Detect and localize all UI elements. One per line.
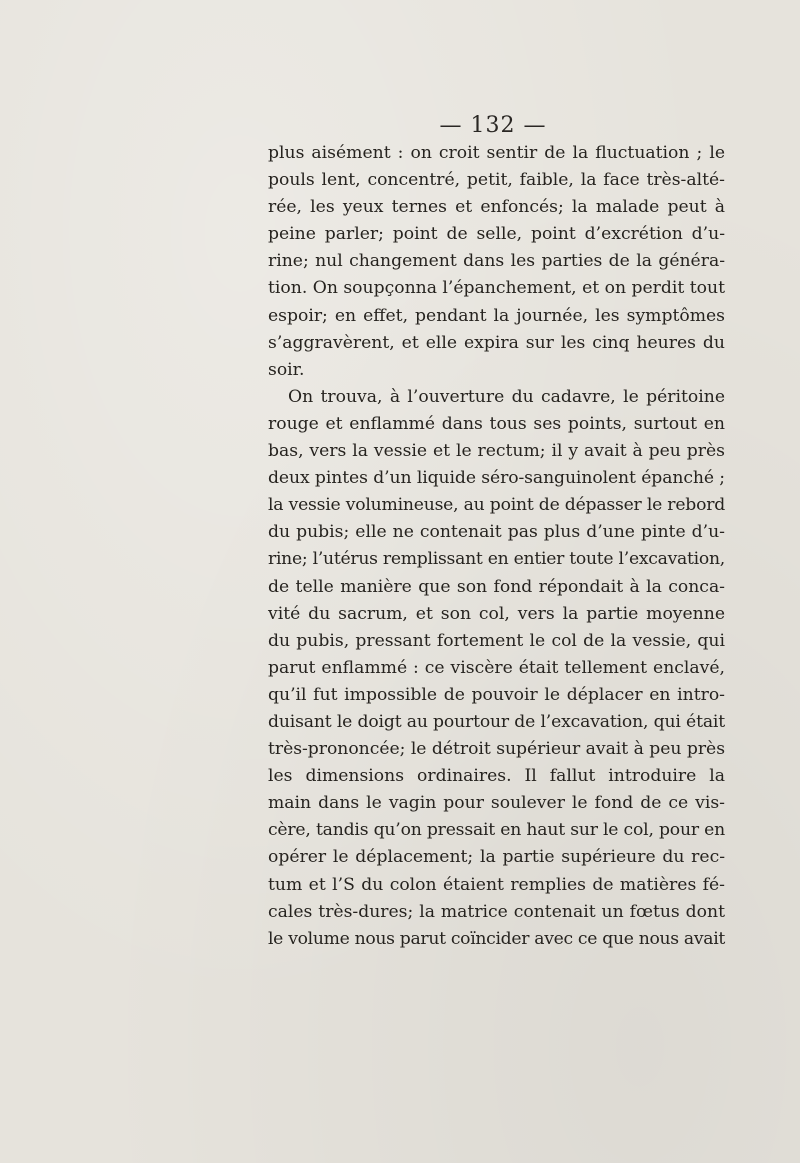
text-line: la vessie volumineuse, au point de dépasser le rebord xyxy=(268,495,725,516)
text-line: bas, vers la vessie et le rectum; il y avait à peu près xyxy=(268,441,725,462)
text-line: pouls lent, concentré, petit, faible, la face très-alté- xyxy=(268,170,725,191)
text-line: de telle manière que son fond répondait à la conca- xyxy=(268,576,725,597)
text-line: rine; l’utérus remplissant en entier toute l’excavation, xyxy=(268,549,725,570)
text-line: main dans le vagin pour soulever le fond de ce vis- xyxy=(268,793,725,814)
paragraph-1 xyxy=(268,140,725,384)
text-line: rée, les yeux ternes et enfoncés; la malade peut à xyxy=(268,197,725,218)
text-line: vité du sacrum, et son col, vers la partie moyenne xyxy=(268,603,725,624)
text-line: rouge et enflammé dans tous ses points, surtout en xyxy=(268,413,725,434)
text-line: tion. On soupçonna l’épanchement, et on perdit tout xyxy=(268,278,725,299)
text-line: les dimensions ordinaires. Il fallut introduire la xyxy=(268,766,725,787)
text-line: tum et l’S du colon étaient remplies de matières fé- xyxy=(268,874,725,895)
text-line: parut enflammé : ce viscère était tellement enclavé, xyxy=(268,657,725,678)
text-line: peine parler; point de selle, point d’excrétion d’u- xyxy=(268,224,725,245)
text-line: opérer le déplacement; la partie supérieure du rec- xyxy=(268,847,725,868)
text-line: le volume nous parut coïncider avec ce que nous avait xyxy=(268,928,725,949)
text-line: duisant le doigt au pourtour de l’excavation, qui était xyxy=(268,711,725,732)
paragraph-2 xyxy=(268,384,725,953)
page-number-text: — 132 — xyxy=(439,113,547,138)
text-line: espoir; en effet, pendant la journée, les symptômes xyxy=(268,305,725,326)
text-line: rine; nul changement dans les parties de la généra- xyxy=(268,251,725,272)
text-line: cales très-dures; la matrice contenait un fœtus dont xyxy=(268,901,725,922)
text-line: soir. xyxy=(268,359,305,380)
text-line: qu’il fut impossible de pouvoir le déplacer en intro- xyxy=(268,684,725,705)
text-line: du pubis; elle ne contenait pas plus d’une pinte d’u- xyxy=(268,522,725,543)
text-line: très-prononcée; le détroit supérieur avait à peu près xyxy=(268,739,725,760)
text-line: cère, tandis qu’on pressait en haut sur le col, pour en xyxy=(268,820,725,841)
text-line: plus aisément : on croit sentir de la fluctuation ; le xyxy=(268,143,725,163)
text-line: deux pintes d’un liquide séro-sanguinolent épanché ; xyxy=(268,468,725,489)
page-number xyxy=(0,113,800,138)
text-line: On trouva, à l’ouverture du cadavre, le péritoine xyxy=(288,386,725,407)
text-line: du pubis, pressant fortement le col de la vessie, qui xyxy=(268,630,725,651)
text-line: s’aggravèrent, et elle expira sur les cinq heures du xyxy=(268,332,725,353)
body-text xyxy=(268,140,725,953)
